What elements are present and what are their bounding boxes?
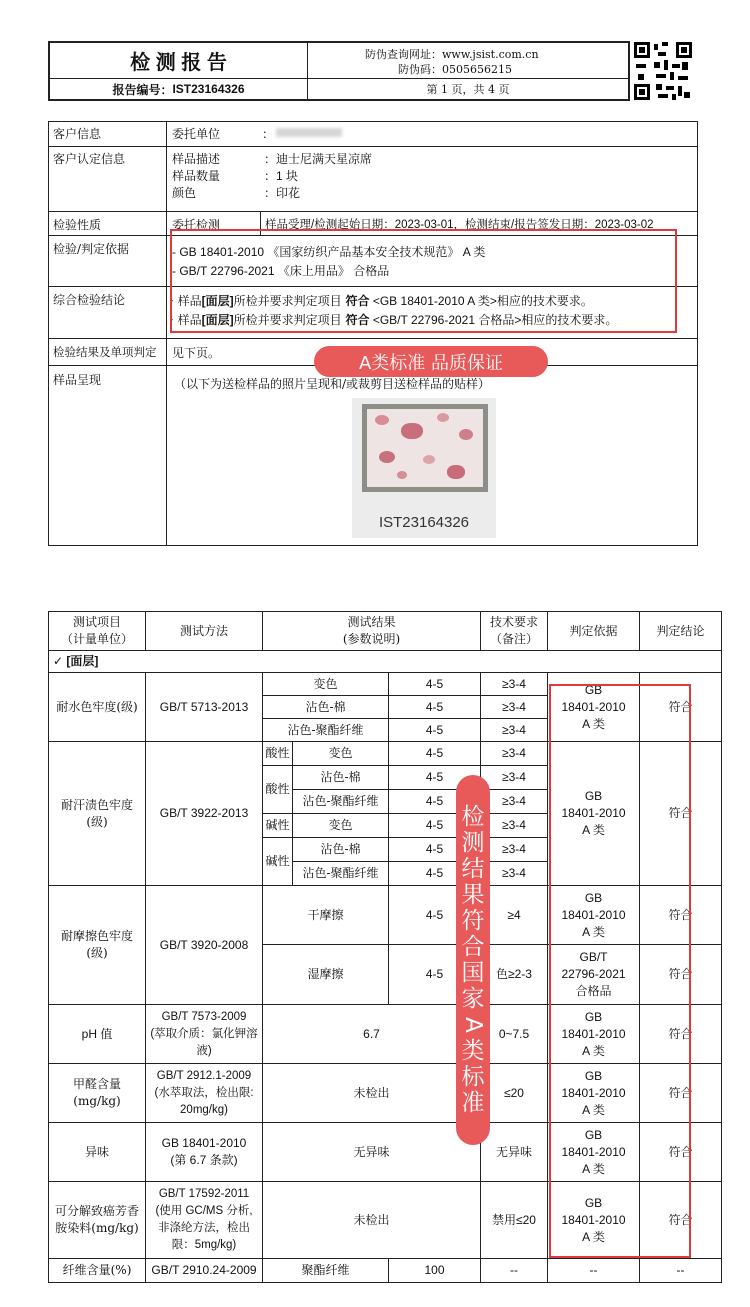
color-value: ：印花	[264, 186, 301, 200]
acid-label-2: 酸性	[263, 766, 293, 814]
rub-dry-basis: GB 18401-2010 A 类	[548, 886, 640, 945]
fiber-item: 纤维含量(%)	[49, 1259, 146, 1283]
ph-method: GB/T 7573-2009 (萃取介质：氯化钾溶 液)	[146, 1005, 263, 1064]
conformity-banner-vertical	[456, 775, 490, 1145]
client-key: 委托单位	[172, 127, 221, 141]
result-label: 变色	[293, 814, 389, 838]
desc-value: ：迪士尼满天星凉席	[264, 152, 373, 166]
result-req: ≥3-4	[481, 790, 548, 814]
header-method: 测试方法	[146, 612, 263, 651]
ph-conclusion: 符合	[640, 1005, 722, 1064]
color-key: 颜色	[172, 186, 197, 200]
header-conclusion: 判定结论	[640, 612, 722, 651]
fiber-basis: --	[548, 1259, 640, 1283]
result-value: 4-5	[389, 696, 481, 719]
fiber-conclusion: --	[640, 1259, 722, 1283]
rub-wet-conclusion: 符合	[640, 945, 722, 1005]
rub-wet-label: 湿摩擦	[263, 945, 389, 1005]
rub-dry-label: 干摩擦	[263, 886, 389, 945]
result-value: 4-5	[389, 673, 481, 696]
banner-char: 准	[461, 1090, 485, 1116]
photo-caption: IST23164326	[378, 514, 470, 531]
qr-code-icon	[634, 42, 692, 100]
banner-char: A	[459, 1017, 486, 1033]
amine-basis: GB 18401-2010 A 类	[548, 1182, 640, 1259]
table-row	[49, 1259, 722, 1283]
ph-req: 0~7.5	[481, 1005, 548, 1064]
water-basis: GB 18401-2010 A 类	[548, 673, 640, 742]
result-value: 4-5	[389, 790, 481, 814]
amine-result: 未检出	[263, 1182, 481, 1259]
section-label: ✓ [面层]	[49, 651, 722, 673]
rub-dry-conclusion: 符合	[640, 886, 722, 945]
hcho-conclusion: 符合	[640, 1064, 722, 1123]
odor-req: 无异味	[481, 1123, 548, 1182]
banner-char: 标	[461, 1064, 485, 1090]
sweat-item: 耐汗渍色牢度 (级)	[49, 742, 146, 886]
result-req: ≥3-4	[481, 719, 548, 742]
label-inspection-type: 检验性质	[53, 218, 102, 232]
basis-line-1: - GB 18401-2010 《国家纺织产品基本安全技术规范》 A 类	[172, 245, 486, 259]
banner-char: 类	[461, 1038, 485, 1064]
sweat-basis: GB 18401-2010 A 类	[548, 742, 640, 886]
hcho-req: ≤20	[481, 1064, 548, 1123]
result-value: 4-5	[389, 862, 481, 886]
client-value: ：	[262, 127, 275, 141]
result-req: ≥3-4	[481, 862, 548, 886]
sweat-conclusion: 符合	[640, 742, 722, 886]
basis-line-2: - GB/T 22796-2021 《床上用品》 合格品	[172, 264, 390, 278]
report-title: 检 测 报 告	[130, 52, 227, 74]
inspection-key: 委托检测	[172, 218, 221, 232]
basis-text-1: GB 18401-2010 《国家纺织产品基本安全技术规范》 A 类	[179, 245, 486, 259]
rub-item: 耐摩擦色牢度 (级)	[49, 886, 146, 1005]
result-value: 4-5	[389, 814, 481, 838]
result-req: ≥3-4	[481, 696, 548, 719]
rub-wet-req: 色≥2-3	[481, 945, 548, 1005]
report-number-label: 报告编号：	[112, 82, 173, 97]
inspection-dates: 样品受理/检测起始日期：2023-03-01，检测结束/报告签发日期：2023-03-02	[265, 219, 654, 231]
sample-note: （以下为送检样品的照片呈现和/或裁剪目送检样品的贴样）	[174, 377, 491, 391]
alk-label-2: 碱性	[263, 838, 293, 886]
label-conclusion: 综合检验结论	[53, 293, 126, 307]
page-indicator: 第 1 页，共 4 页	[426, 83, 510, 96]
alk-label: 碱性	[263, 814, 293, 838]
odor-conclusion: 符合	[640, 1123, 722, 1182]
rub-dry-value: 4-5	[389, 886, 481, 945]
water-conclusion: 符合	[640, 673, 722, 742]
water-item: 耐水色牢度(级)	[49, 673, 146, 742]
label-client: 客户信息	[53, 127, 102, 141]
amine-req: 禁用≤20	[481, 1182, 548, 1259]
hcho-basis: GB 18401-2010 A 类	[548, 1064, 640, 1123]
qty-value: ：1 块	[264, 169, 299, 183]
result-req: ≥3-4	[481, 838, 548, 862]
result-value: 4-5	[389, 742, 481, 766]
header-row	[49, 612, 722, 651]
amine-conclusion: 符合	[640, 1182, 722, 1259]
banner-char: 符	[461, 908, 485, 934]
label-results: 检验结果及单项判定	[53, 345, 157, 359]
report-number	[50, 79, 307, 99]
fiber-value: 100	[389, 1259, 481, 1283]
section-row	[49, 651, 722, 673]
banner-char: 结	[461, 856, 485, 882]
mat-fabric	[367, 409, 483, 487]
rub-dry-req: ≥4	[481, 886, 548, 945]
anti-fake-site: 防伪查询网址：www.jsist.com.cn	[365, 48, 539, 61]
rub-wet-basis: GB/T 22796-2021 合格品	[548, 945, 640, 1005]
result-label: 沾色-棉	[293, 766, 389, 790]
conclusion-line-2: · 样品[面层]所检并要求判定项目 符合 <GB/T 22796-2021 合格品>相应的技术要求。	[170, 313, 618, 327]
qty-key: 样品数量	[172, 169, 221, 183]
result-label: 沾色-聚酯纤维	[293, 862, 389, 886]
result-label: 沾色-聚酯纤维	[293, 790, 389, 814]
rub-method: GB/T 3920-2008	[146, 886, 263, 1005]
hcho-method: GB/T 2912.1-2009 (水萃取法，检出限: 20mg/kg)	[146, 1064, 263, 1123]
label-sample: 样品呈现	[53, 373, 102, 387]
sweat-method: GB/T 3922-2013	[146, 742, 263, 886]
acid-label: 酸性	[263, 742, 293, 766]
quality-banner: A类标准 品质保证	[314, 346, 548, 377]
odor-item: 异味	[49, 1123, 146, 1182]
result-label: 变色	[263, 673, 389, 696]
label-client-confirmed: 客户认定信息	[53, 152, 126, 166]
ph-result: 6.7	[263, 1005, 481, 1064]
banner-char: 果	[461, 882, 485, 908]
result-label: 变色	[293, 742, 389, 766]
banner-char: 测	[461, 830, 485, 856]
result-label: 沾色-聚酯纤维	[263, 719, 389, 742]
water-method: GB/T 5713-2013	[146, 673, 263, 742]
redacted-client	[276, 128, 342, 137]
anti-fake-code: 防伪码：0505656215	[398, 63, 512, 76]
fiber-method: GB/T 2910.24-2009	[146, 1259, 263, 1283]
result-req: ≥3-4	[481, 742, 548, 766]
amine-item: 可分解致癌芳香 胺染料(mg/kg)	[49, 1182, 146, 1259]
fiber-result: 聚酯纤维	[263, 1259, 389, 1283]
highlight-box-basis-column	[549, 684, 691, 1258]
result-value: 4-5	[389, 838, 481, 862]
report-number-value: IST23164326	[172, 82, 245, 96]
result-label: 沾色-棉	[263, 696, 389, 719]
label-basis: 检验/判定依据	[53, 242, 130, 256]
header-basis: 判定依据	[548, 612, 640, 651]
banner-char: 检	[461, 804, 485, 830]
result-req: ≥3-4	[481, 766, 548, 790]
result-value: 4-5	[389, 766, 481, 790]
result-label: 沾色-棉	[293, 838, 389, 862]
odor-result: 无异味	[263, 1123, 481, 1182]
banner-char: 家	[461, 986, 485, 1012]
header-result: 测试结果 (参数说明)	[263, 612, 481, 651]
header-req: 技术要求 （备注）	[481, 612, 548, 651]
desc-key: 样品描述	[172, 152, 221, 166]
ph-basis: GB 18401-2010 A 类	[548, 1005, 640, 1064]
result-req: ≥3-4	[481, 814, 548, 838]
fiber-req: --	[481, 1259, 548, 1283]
result-value: 4-5	[389, 719, 481, 742]
ph-item: pH 值	[49, 1005, 146, 1064]
banner-char: 合	[461, 934, 485, 960]
results-ref: 见下页。	[172, 346, 221, 360]
highlight-box-basis	[170, 229, 677, 333]
header-item: 测试项目 （计量单位）	[49, 612, 146, 651]
sample-photo	[352, 398, 496, 538]
banner-char: 国	[461, 960, 485, 986]
hcho-result: 未检出	[263, 1064, 481, 1123]
conclusion-line-1: · 样品[面层]所检并要求判定项目 符合 <GB 18401-2010 A 类>相应的技术要求。	[170, 294, 593, 308]
basis-text-2: GB/T 22796-2021 《床上用品》 合格品	[179, 264, 390, 278]
result-req: ≥3-4	[481, 673, 548, 696]
amine-method: GB/T 17592-2011 (使用 GC/MS 分析, 非涤纶方法，检出 限：5mg/kg)	[146, 1182, 263, 1259]
odor-basis: GB 18401-2010 A 类	[548, 1123, 640, 1182]
odor-method: GB 18401-2010 (第 6.7 条款)	[146, 1123, 263, 1182]
hcho-item: 甲醛含量 (mg/kg)	[49, 1064, 146, 1123]
rub-wet-value: 4-5	[389, 945, 481, 1005]
